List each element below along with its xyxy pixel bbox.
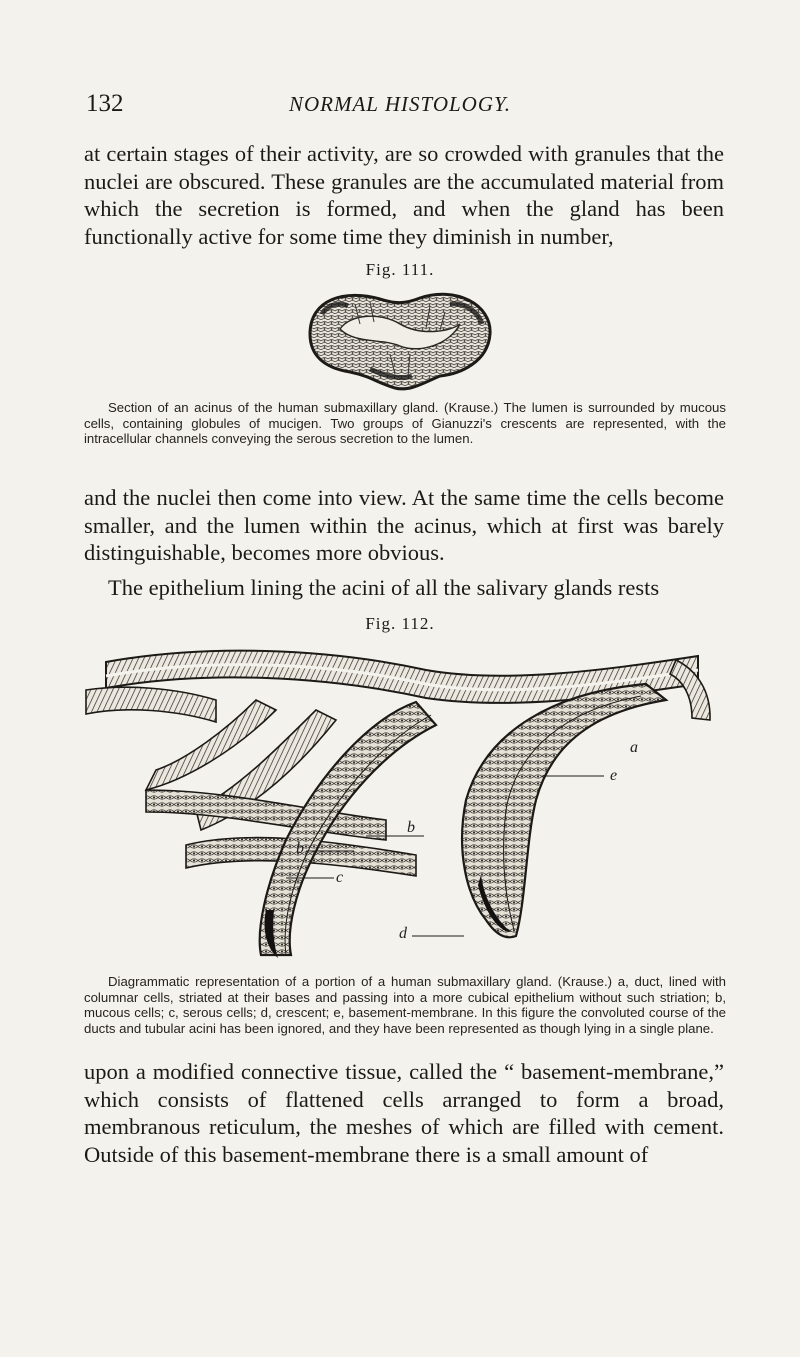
- running-title: NORMAL HISTOLOGY.: [288, 92, 511, 116]
- label-c: c: [336, 869, 344, 886]
- label-b-lower: b: [296, 840, 304, 857]
- figure-111-illustration: [300, 284, 500, 394]
- paragraph-4: upon a modified connective tissue, called the “ basement-membrane,” which consists of flattened cells arranged to form a broad, membranous reticulum, the meshes of which are filled with cement. Outside of this basement-membrane there is a small amount of: [84, 1059, 724, 1167]
- figure-111-caption: Section of an acinus of the human submaxillary gland. (Krause.) The lumen is surrounded by mucous cells, containing globules of mucigen. Two groups of Gianuzzi's crescents are represented, with the intracellular channels conveying the serous secretion to the lumen.: [84, 400, 726, 447]
- label-a: a: [630, 739, 638, 756]
- figure-112-caption: Diagrammatic representation of a portion of a human submaxillary gland. (Krause.) a, duct, lined with columnar cells, striated at their bases and passing into a more cubical epithelium without such striation; b, mucous cells; c, serous cells; d, crescent; e, basement-membrane. In this figure the convoluted course of the ducts and tubular acini has been ignored, and they have been represented as though lying in a single plane.: [84, 974, 726, 1036]
- figure-112-label: Fig. 112.: [365, 614, 435, 633]
- label-b-upper: b: [407, 819, 415, 836]
- page-number: 132: [86, 90, 124, 117]
- paragraph-2: and the nuclei then come into view. At the same time the cells become smaller, and the lumen within the acinus, which at first was barely distinguishable, becomes more obvious.: [84, 485, 724, 565]
- figure-112-illustration: [86, 640, 718, 960]
- paragraph-3: The epithelium lining the acini of all the salivary glands rests: [108, 575, 660, 600]
- label-e: e: [610, 767, 618, 784]
- paragraph-1: at certain stages of their activity, are so crowded with granules that the nuclei are obscured. These granules are the accumulated material from which the secretion is formed, and when the gland has been functionally active for some time they diminish in number,: [84, 141, 724, 249]
- running-header: [0, 90, 800, 120]
- figure-111-label: Fig. 111.: [365, 260, 435, 279]
- label-d: d: [399, 925, 407, 942]
